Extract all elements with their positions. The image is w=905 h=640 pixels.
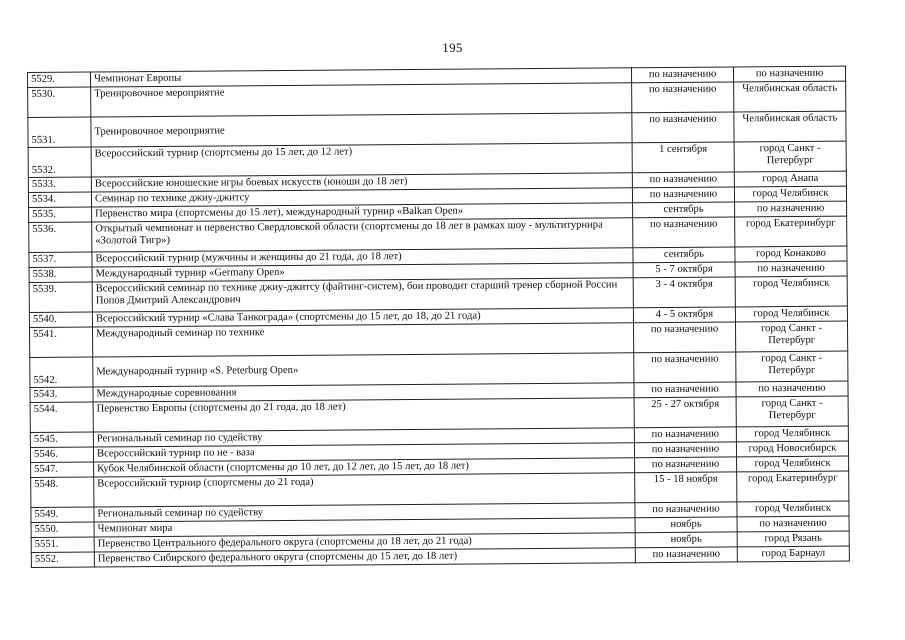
event-name: Всероссийский турнир (спортсмены до 15 лет, до 12 лет) xyxy=(91,143,632,177)
events-table-body xyxy=(28,66,850,567)
event-date: по назначению xyxy=(634,352,736,383)
event-date: сентябрь xyxy=(633,247,735,263)
event-place: город Конаково xyxy=(735,246,847,262)
event-name: Тренировочное мероприятие xyxy=(91,113,632,147)
row-number: 5535. xyxy=(29,207,92,222)
event-name: Первенство Европы (спортсмены до 21 года, до 18 лет) xyxy=(93,398,634,432)
event-place: город Челябинск xyxy=(737,456,849,472)
event-date: по назначению xyxy=(635,502,737,518)
event-place: Челябинская область xyxy=(734,111,846,142)
event-date: ноябрь xyxy=(635,532,737,548)
event-name: Региональный семинар по судейству xyxy=(93,428,634,447)
event-date: по назначению xyxy=(635,547,737,563)
event-place: город Екатеринбург xyxy=(737,471,849,502)
event-place: по назначению xyxy=(736,381,848,397)
row-number: 5551. xyxy=(31,537,94,552)
event-place: город Санкт - Петербург xyxy=(734,141,846,172)
event-name: Тренировочное мероприятие xyxy=(91,83,632,117)
event-date: по назначению xyxy=(633,322,735,353)
row-number: 5536. xyxy=(29,222,92,252)
event-date: сентябрь xyxy=(633,202,735,218)
event-date: 1 сентября xyxy=(632,142,734,173)
row-number: 5534. xyxy=(28,192,91,207)
row-number: 5547. xyxy=(31,462,94,477)
event-name: Международный турнир «Germany Open» xyxy=(92,263,633,282)
event-place: город Санкт - Петербург xyxy=(736,396,848,427)
event-name: Первенство мира (спортсмены до 15 лет), международный турнир «Balkan Open» xyxy=(92,203,633,222)
event-name: Всероссийский семинар по технике джиу-джитсу (файтинг-систем), бои проводит старший тренер сборной России Попов Дмитрий Александрович xyxy=(92,278,633,312)
event-name: Международные соревнования xyxy=(93,383,634,402)
event-date: по назначению xyxy=(634,442,736,458)
event-place: город Рязань xyxy=(737,531,849,547)
event-place: город Челябинск xyxy=(735,306,847,322)
page-number: 195 xyxy=(442,40,463,55)
event-date: по назначению xyxy=(634,382,736,398)
row-number: 5549. xyxy=(31,507,94,522)
event-date: по назначению xyxy=(632,112,734,143)
event-name: Семинар по технике джиу-джитсу xyxy=(91,188,632,207)
event-name: Открытый чемпионат и первенство Свердловской области (спортсмены до 18 лет в рамках шоу - мультитурнира «Золотой Тигр») xyxy=(92,218,633,252)
event-place: город Челябинск xyxy=(737,501,849,517)
event-place: город Екатеринбург xyxy=(735,216,847,247)
row-number: 5537. xyxy=(29,252,92,267)
row-number: 5538. xyxy=(29,267,92,282)
event-name: Международный семинар по технике xyxy=(93,323,634,357)
event-date: по назначению xyxy=(632,82,734,113)
event-place: Челябинская область xyxy=(734,81,846,112)
row-number: 5550. xyxy=(31,522,94,537)
event-place: город Барнаул xyxy=(737,546,849,562)
event-name: Региональный семинар по судейству xyxy=(94,503,635,522)
event-name: Всероссийский турнир по не - ваза xyxy=(93,443,634,462)
event-name: Кубок Челябинской области (спортсмены до 10 лет, до 12 лет, до 15 лет, до 18 лет) xyxy=(94,458,635,477)
event-place: город Челябинск xyxy=(735,276,847,307)
event-name: Чемпионат Европы xyxy=(91,68,632,87)
event-name: Первенство Центрального федерального округа (спортсмены до 18 лет, до 21 года) xyxy=(94,533,635,552)
row-number: 5542. xyxy=(30,357,93,387)
event-name: Международный турнир «S. Peterburg Open» xyxy=(93,353,634,387)
row-number: 5533. xyxy=(28,177,91,192)
event-date: 5 - 7 октября xyxy=(633,262,735,278)
row-number: 5529. xyxy=(28,72,91,87)
row-number: 5539. xyxy=(29,282,92,312)
event-date: 25 - 27 октября xyxy=(634,397,736,428)
event-place: город Челябинск xyxy=(736,426,848,442)
event-name: Всероссийские юношеские игры боевых искусств (юноши до 18 лет) xyxy=(91,173,632,192)
event-name: Первенство Сибирского федерального округа (спортсмены до 15 лет, до 18 лет) xyxy=(94,548,635,567)
event-name: Всероссийский турнир (мужчины и женщины до 21 года, до 18 лет) xyxy=(92,248,633,267)
event-place: по назначению xyxy=(735,201,847,217)
event-date: по назначению xyxy=(631,67,733,83)
event-date: по назначению xyxy=(634,427,736,443)
row-number: 5531. xyxy=(28,117,91,147)
event-name: Всероссийский турнир (спортсмены до 21 года) xyxy=(94,473,635,507)
row-number: 5530. xyxy=(28,87,91,117)
event-date: по назначению xyxy=(632,172,734,188)
row-number: 5543. xyxy=(30,387,93,402)
event-place: город Новосибирск xyxy=(736,441,848,457)
row-number: 5544. xyxy=(30,402,93,432)
event-date: ноябрь xyxy=(635,517,737,533)
row-number: 5540. xyxy=(29,312,92,327)
event-place: по назначению xyxy=(735,261,847,277)
event-date: по назначению xyxy=(633,217,735,248)
row-number: 5541. xyxy=(30,327,93,357)
event-date: 3 - 4 октября xyxy=(633,277,735,308)
event-date: по назначению xyxy=(632,187,734,203)
row-number: 5552. xyxy=(31,552,94,567)
event-name: Всероссийский турнир «Слава Танкограда» (спортсмены до 15 лет, до 18, до 21 года) xyxy=(92,308,633,327)
row-number: 5548. xyxy=(31,477,94,507)
event-name: Чемпионат мира xyxy=(94,518,635,537)
row-number: 5545. xyxy=(30,432,93,447)
event-date: 15 - 18 ноября xyxy=(635,472,737,503)
event-place: по назначению xyxy=(737,516,849,532)
event-place: город Анапа xyxy=(734,171,846,187)
row-number: 5532. xyxy=(28,147,91,177)
event-place: город Челябинск xyxy=(734,186,846,202)
events-table xyxy=(27,66,850,568)
event-place: по назначению xyxy=(733,66,845,82)
event-date: 4 - 5 октября xyxy=(633,307,735,323)
row-number: 5546. xyxy=(30,447,93,462)
event-place: город Санкт - Петербург xyxy=(735,321,847,352)
event-date: по назначению xyxy=(635,457,737,473)
event-place: город Санкт - Петербург xyxy=(736,351,848,382)
